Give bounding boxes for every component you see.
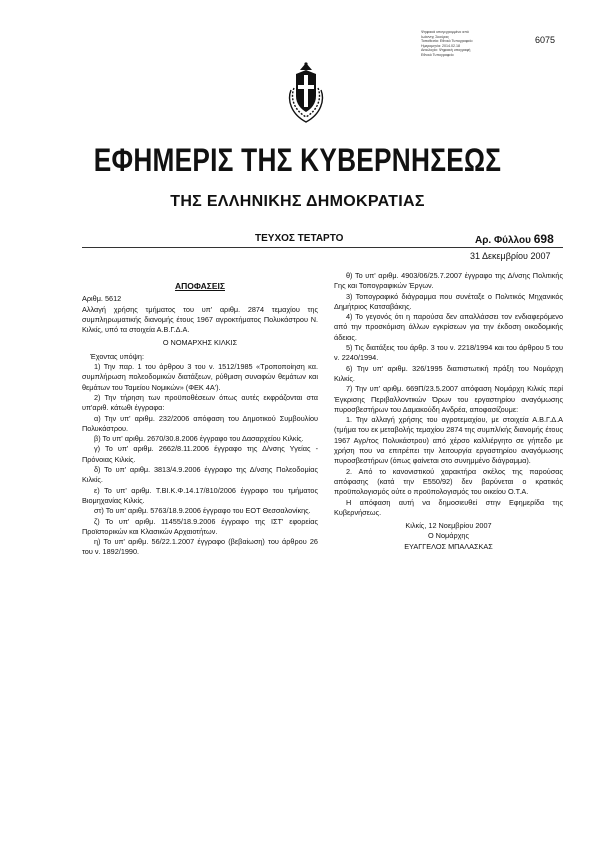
list-item: 2) Την τήρηση των προϋποθέσεων όπως αυτές εκφράζονται στα υπ'αριθ. κάτωθι έγγραφα: — [82, 392, 318, 413]
considering-label: Έχοντας υπόψη: — [90, 351, 144, 361]
issue-date: 31 Δεκεμβρίου 2007 — [470, 251, 551, 261]
publication-order: Η απόφαση αυτή να δημοσιευθεί στην Εφημερίδα της Κυβερνήσεως. — [334, 497, 563, 517]
stamp-line: Ημερομηνία: 2014.02.18 — [421, 43, 461, 48]
sheet-number-label — [475, 232, 554, 246]
left-column — [82, 281, 318, 558]
list-item: θ) Το υπ' αριθμ. 4903/06/25.7.2007 έγγραφο της Δ/νσης Πολιτικής Γης και Τοπογραφικών Έργων. — [334, 271, 563, 291]
signer-title: Ο Νομάρχης — [427, 531, 469, 541]
list-item: δ) Το υπ' αριθμ. 3813/4.9.2006 έγγραφο της Δ/νσης Πολεοδομίας Κιλκίς. — [82, 465, 318, 485]
page-number: 6075 — [535, 35, 556, 45]
place-date: Κιλκίς, 12 Νοεμβρίου 2007 — [405, 521, 492, 531]
signer-name: ΕΥΑΓΓΕΛΟΣ ΜΠΑΛΑΣΚΑΣ — [404, 541, 493, 551]
list-item: ζ) Το υπ' αριθμ. 11455/18.9.2006 έγγραφο της ΙΣΤ' εφορείας Προϊστορικών και Κλασικών Αρχαιοτήτων. — [82, 516, 318, 536]
decision-number: Αριθμ. 5612 — [82, 294, 122, 304]
sheet-number: 698 — [533, 232, 554, 246]
list-item: 5) Τις διατάξεις του άρθρ. 3 του ν. 2218/1994 και του άρθρου 5 του ν. 2240/1994. — [334, 343, 563, 363]
list-item: 1) Την παρ. 1 του άρθρου 3 του ν. 1512/1985 «Τροποποίηση κα. συμπλήρωση πολεοδομικών διατάξεων, ρύθμιση συναφών θεμάτων και θεμάτων του Ταμείου Νομικών» (ΦΕΚ 4Α'). — [82, 362, 318, 392]
list-item: στ) Το υπ' αριθμ. 5763/18.9.2006 έγγραφο του ΕΟΤ Θεσσαλονίκης. — [94, 506, 311, 516]
digital-signature-stamp — [421, 30, 489, 58]
stamp-line: Αιτιολογία: Ψηφιακή υπογραφή — [421, 48, 471, 53]
list-item: 3) Τοπογραφικό διάγραμμα που συνέταξε ο Πολιτικός Μηχανικός Δημήτριος Κατσαβάκης. — [334, 291, 563, 311]
greek-coat-of-arms-icon — [285, 60, 327, 126]
list-item: 4) Το γεγονός ότι η παρούσα δεν απαλλάσσει τον ενδιαφερόμενο από την προσκόμιση άλλων εγκρίσεων για την έκδοση οικοδομικής άδειας. — [334, 312, 563, 342]
list-item: γ) Το υπ' αριθμ. 2662/8.11.2006 έγγραφο της Δ/νσης Υγείας - Πρόνοιας Κιλκίς. — [82, 444, 318, 464]
list-item: ε) Το υπ' αριθμ. Τ.ΒΙ.Κ.Φ.14.17/810/2006 έγγραφο του τμήματος Βιομηχανίας Κιλκίς. — [82, 485, 318, 505]
header-rule — [82, 247, 563, 248]
section-heading: ΑΠΟΦΑΣΕΙΣ — [174, 281, 225, 291]
stamp-line: Ιωάννης Σκούρας — [421, 34, 449, 39]
right-column — [334, 271, 563, 552]
issuing-authority: Ο ΝΟΜΑΡΧΗΣ ΚΙΛΚΙΣ — [162, 338, 238, 348]
decision-item: 2. Από το κανονιστικού χαρακτήρα σκέλος της παρούσας απόφασης (κατά την Ε550/92) δεν βαρύνεται ο κρατικός προϋπολογισμός ούτε ο προϋπολογισμός του οικείου Ο.Τ.Α. — [334, 466, 563, 497]
list-item: η) Το υπ' αριθμ. 56/22.1.2007 έγγραφο (βεβαίωση) του άρθρου 26 του ν. 1892/1990. — [82, 537, 318, 557]
sheet-prefix: Αρ. Φύλλου — [475, 235, 531, 246]
issue-label: ΤΕΥΧΟΣ ΤΕΤΑΡΤΟ — [255, 233, 344, 244]
stamp-line: Εθνικό Τυπογραφείο — [421, 52, 454, 57]
list-item: 7) Την υπ' αριθμ. 669Π/23.5.2007 απόφαση Νομάρχη Κιλκίς περί Έγκρισης Περιβαλλοντικών Όρων του εργαστηρίου αναγόμωσης πυροσβεστήρων του Δαμακούδη Ανδρέα, αποφασίζουμε: — [334, 384, 563, 414]
decision-item: 1. Την αλλαγή χρήσης του αγροτεμαχίου, με στοιχεία Α.Β.Γ.Δ.Α (τμήμα του εκ μεταβολής τεμαχίου 2874 της συμπλ/κής διανομής έτους 1967 Αγρ/τος Πολυκάστρου) από χέρσο καλλιέργητο σε γήπεδο με χρήση που να επιτρέπει την λειτουργία εργαστηρίου αναγόμωσης πυροσβεστήρων (όπως φαίνεται στο συνημμένο διάγραμμα). — [334, 415, 563, 466]
gazette-title: ΕΦΗΜΕΡΙΣ ΤΗΣ ΚΥΒΕΡΝΗΣΕΩΣ — [93, 142, 502, 178]
list-item: 6) Την υπ' αριθμ. 326/1995 διαπιστωτική πράξη του Νομάρχη Κιλκίς. — [334, 363, 563, 383]
stamp-line: Ψηφιακά υπογεγραμμένο από — [421, 30, 469, 34]
gazette-subtitle: ΤΗΣ ΕΛΛΗΝΙΚΗΣ ΔΗΜΟΚΡΑΤΙΑΣ — [170, 193, 425, 210]
stamp-line: Τοποθεσία: Εθνικό Τυπογραφείο — [421, 39, 473, 44]
list-item: α) Την υπ' αριθμ. 232/2006 απόφαση του Δημοτικού Συμβουλίου Πολυκάστρου. — [82, 413, 318, 433]
list-item: β) Το υπ' αριθμ. 2670/30.8.2006 έγγραφο του Δασαρχείου Κιλκίς. — [94, 434, 304, 444]
decision-subject: Αλλαγή χρήσης τμήματος του υπ' αριθμ. 2874 τεμαχίου της συμπληρωματικής διανομής έτους 1967 αγροκτήματος Πολυκάστρου Ν. Κιλκίς, υπό τα στοιχεία Α.Β.Γ.Δ.Α. — [82, 304, 318, 335]
